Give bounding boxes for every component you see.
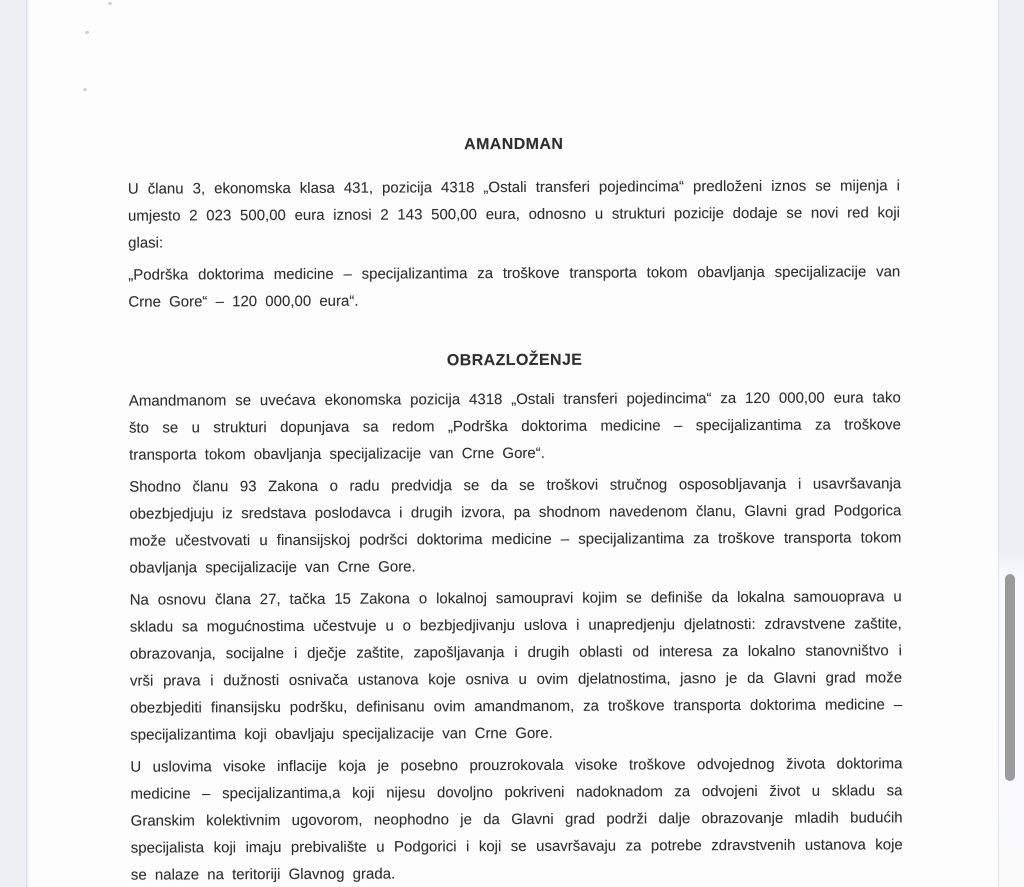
paragraph-section-3: Na osnovu člana 27, tačka 15 Zakona o lokalnoj samoupravi kojim se definiše da lokalna samouoprava u skladu sa mogućnostima učestvuje u o bezbjedjivanju uslova i unapredjenju djelatnosti: zdravstvene zaštite, obrazovanja, socijalne i dječje zaštite, zapošljavanja i drugih oblasti od interesa za lokalno stanovništvo i vrši prava i dužnosti osnivača ustanova koje osniva u ovim djelatnostima, jasno je da Glavni grad može obezbjediti finansijsku podršku, definisanu ovim amandmanom, za troškove transporta doktorima medicine – specijalizantima koji obavljaju specijalizacije van Crne Gore. (129, 588, 903, 744)
paragraph-intro-2: „Podrška doktorima medicine – specijalizantima za troškove transporta tokom obavljanja specijalizacije van Crne Gore“ – 120 000,00 eura“. (128, 263, 901, 311)
paragraph-section-4: U uslovima visoke inflacije koja je posebno prouzrokovala visoke troškove odvojednog života doktorima medicine – specijalizantima,a koji nijesu dovoljno pokriveni nadoknadom za odvojeni život u skladu sa Granskim kolektivnim ugovorom, neophodno je da Glavni grad podrži dalje obrazovanje mladih budućih specijalista koji imaju prebivalište u Podgorici i koji se usavršavaju za potrebe zdravstvenih ustanova koje se nalaze na teritoriji Glavnog grada. (130, 755, 903, 884)
section-title: OBRAZLOŽENJE (446, 351, 583, 370)
right-margin-gutter (998, 0, 1024, 887)
paragraph-section-2: Shodno članu 93 Zakona o radu predvidja se da se troškovi stručnog osposobljavanja i usavršavanja obezbjedjuju iz sredstava poslodavca i drugih izvora, pa shodnom navedenom članu, Glavni grad Podgorica može učestvovati u finansijskoj podršci doktorima medicine – specijalizantima za troškove transporta tokom obavljanja specijalizacije van Crne Gore. (129, 475, 902, 577)
scrollbar-thumb[interactable] (1005, 574, 1015, 781)
left-margin-gutter (0, 0, 27, 887)
document-content (26, 0, 1000, 887)
document-title: AMANDMAN (464, 135, 564, 154)
paragraph-section-1: Amandmanom se uvećava ekonomska pozicija 4318 „Ostali transferi pojedincima“ za 120 000,00 eura tako što se u strukturi dopunjava sa redom „Podrška doktorima medicine – specijalizantima za troškove transporta tokom obavljanja specijalizacije van Crne Gore“. (128, 389, 901, 464)
document-page (28, 0, 998, 887)
paragraph-intro-1: U članu 3, ekonomska klasa 431, pozicija 4318 „Ostali transferi pojedincima“ predloženi iznos se mijenja i umjesto 2 023 500,00 eura iznosi 2 143 500,00 eura, odnosno u strukturi pozicije dodaje se novi red koji glasi: (127, 177, 901, 252)
